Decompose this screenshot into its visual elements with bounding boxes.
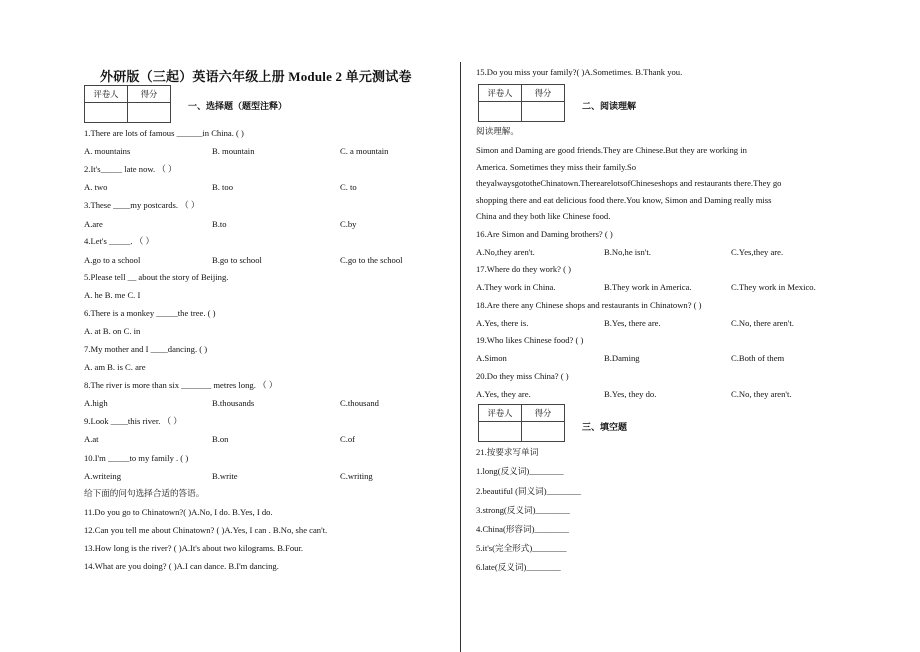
question-4: 4.Let's _____. （ ） [84,236,155,246]
question-19: 19.Who likes Chinese food? ( ) [476,335,584,345]
question-14: 14.What are you doing? ( )A.I can dance. B.I'm dancing. [84,561,279,571]
option-16c: C.Yes,they are. [731,247,784,257]
option-3c: C.by [340,219,357,229]
score-box-3 [478,404,565,442]
question-2: 2.It's_____ late now. （ ） [84,164,177,174]
question-1: 1.There are lots of famous ______in China. ( ) [84,128,244,138]
option-18a: A.Yes, there is. [476,318,529,328]
question-15: 15.Do you miss your family?( )A.Sometimes. B.Thank you. [476,67,683,77]
option-17c: C.They work in Mexico. [731,282,816,292]
fill-item-6: 6.late(反义词)________ [476,562,561,572]
option-20a: A.Yes, they are. [476,389,531,399]
option-18c: C.No, there aren't. [731,318,794,328]
option-4c: C.go to the school [340,255,403,265]
passage-line: China and they both like Chinese food. [476,211,611,222]
option-2b: B. too [212,182,234,192]
fill-item-1: 1.long(反义词)________ [476,466,564,476]
option-20b: B.Yes, they do. [604,389,657,399]
question-16: 16.Are Simon and Daming brothers? ( ) [476,229,613,239]
option-10c: C.writing [340,471,373,481]
fill-item-3: 3.strong(反义词)________ [476,505,570,515]
question-6: 6.There is a monkey _____the tree. ( ) [84,308,216,318]
section-heading-reading: 二、阅读理解 [582,101,637,111]
exam-title: 外研版（三起）英语六年级上册 Module 2 单元测试卷 [100,69,412,84]
passage-line: theyalwaysgototheChinatown.TherearelotsofChineseshops and restaurants there.They go [476,178,782,189]
option-3a: A.are [84,219,103,229]
section-heading-choice: 一、选择题（题型注释） [188,101,288,111]
question-12: 12.Can you tell me about Chinatown? ( )A.Yes, I can . B.No, she can't. [84,525,328,535]
reading-passage [476,142,848,225]
option-3b: B.to [212,219,227,229]
question-20: 20.Do they miss China? ( ) [476,371,569,381]
options-7: A. am B. is C. are [84,362,146,372]
option-16b: B.No,he isn't. [604,247,651,257]
fill-item-5: 5.it's(完全形式)________ [476,543,567,553]
score-box-1 [84,85,171,123]
question-3: 3.These ____my postcards. （ ） [84,200,200,210]
option-16a: A.No,they aren't. [476,247,535,257]
grader-cell [479,422,522,442]
option-19b: B.Daming [604,353,640,363]
question-17: 17.Where do they work? ( ) [476,264,571,274]
question-9: 9.Look ____this river. （ ） [84,416,182,426]
grader-cell [479,102,522,122]
question-8: 8.The river is more than six _______ metres long. （ ） [84,380,278,390]
score-box-2 [478,84,565,122]
option-20c: C.No, they aren't. [731,389,792,399]
question-21: 21.按要求写单词 [476,447,539,457]
option-10b: B.write [212,471,238,481]
option-1c: C. a mountain [340,146,389,156]
passage-line: Simon and Daming are good friends.They are Chinese.But they are working in [476,145,747,155]
options-6: A. at B. on C. in [84,326,141,336]
reading-label: 阅读理解。 [476,126,519,136]
option-8a: A.high [84,398,108,408]
question-13: 13.How long is the river? ( )A.It's about two kilograms. B.Four. [84,543,303,553]
grader-cell [85,103,128,123]
dialog-instruction: 给下面的问句选择合适的答语。 [84,488,205,498]
option-4b: B.go to school [212,255,262,265]
grader-label: 评卷人 [479,85,522,102]
option-10a: A.writeing [84,471,121,481]
option-9a: A.at [84,434,99,444]
question-10: 10.I'm _____to my family . ( ) [84,453,189,463]
option-17a: A.They work in China. [476,282,556,292]
option-19c: C.Both of them [731,353,785,363]
passage-line: America. Sometimes they miss their family.So [476,161,637,172]
score-label: 得分 [128,86,171,103]
section-heading-fill: 三、填空题 [582,422,628,432]
option-17b: B.They work in America. [604,282,692,292]
option-9c: C.of [340,434,356,444]
grader-label: 评卷人 [479,405,522,422]
score-label: 得分 [522,85,565,102]
score-cell [522,102,565,122]
option-8c: C.thousand [340,398,379,408]
option-9b: B.on [212,434,229,444]
option-1a: A. mountains [84,146,131,156]
question-7: 7.My mother and I ____dancing. ( ) [84,344,208,354]
option-18b: B.Yes, there are. [604,318,661,328]
option-8b: B.thousands [212,398,255,408]
options-5: A. he B. me C. I [84,290,141,300]
page-divider [460,62,461,652]
option-2c: C. to [340,182,357,192]
score-cell [128,103,171,123]
option-4a: A.go to a school [84,255,141,265]
question-5: 5.Please tell __ about the story of Beijing. [84,272,229,282]
fill-item-4: 4.China(形容词)________ [476,524,569,534]
option-1b: B. mountain [212,146,255,156]
option-2a: A. two [84,182,108,192]
option-19a: A.Simon [476,353,507,363]
score-cell [522,422,565,442]
score-label: 得分 [522,405,565,422]
question-11: 11.Do you go to Chinatown?( )A.No, I do. B.Yes, I do. [84,507,273,517]
question-18: 18.Are there any Chinese shops and restaurants in Chinatown? ( ) [476,300,702,310]
grader-label: 评卷人 [85,86,128,103]
passage-line: shopping there and eat delicious food there.You know, Simon and Daming really miss [476,194,772,205]
fill-item-2: 2.beautiful (同义词)________ [476,486,582,496]
